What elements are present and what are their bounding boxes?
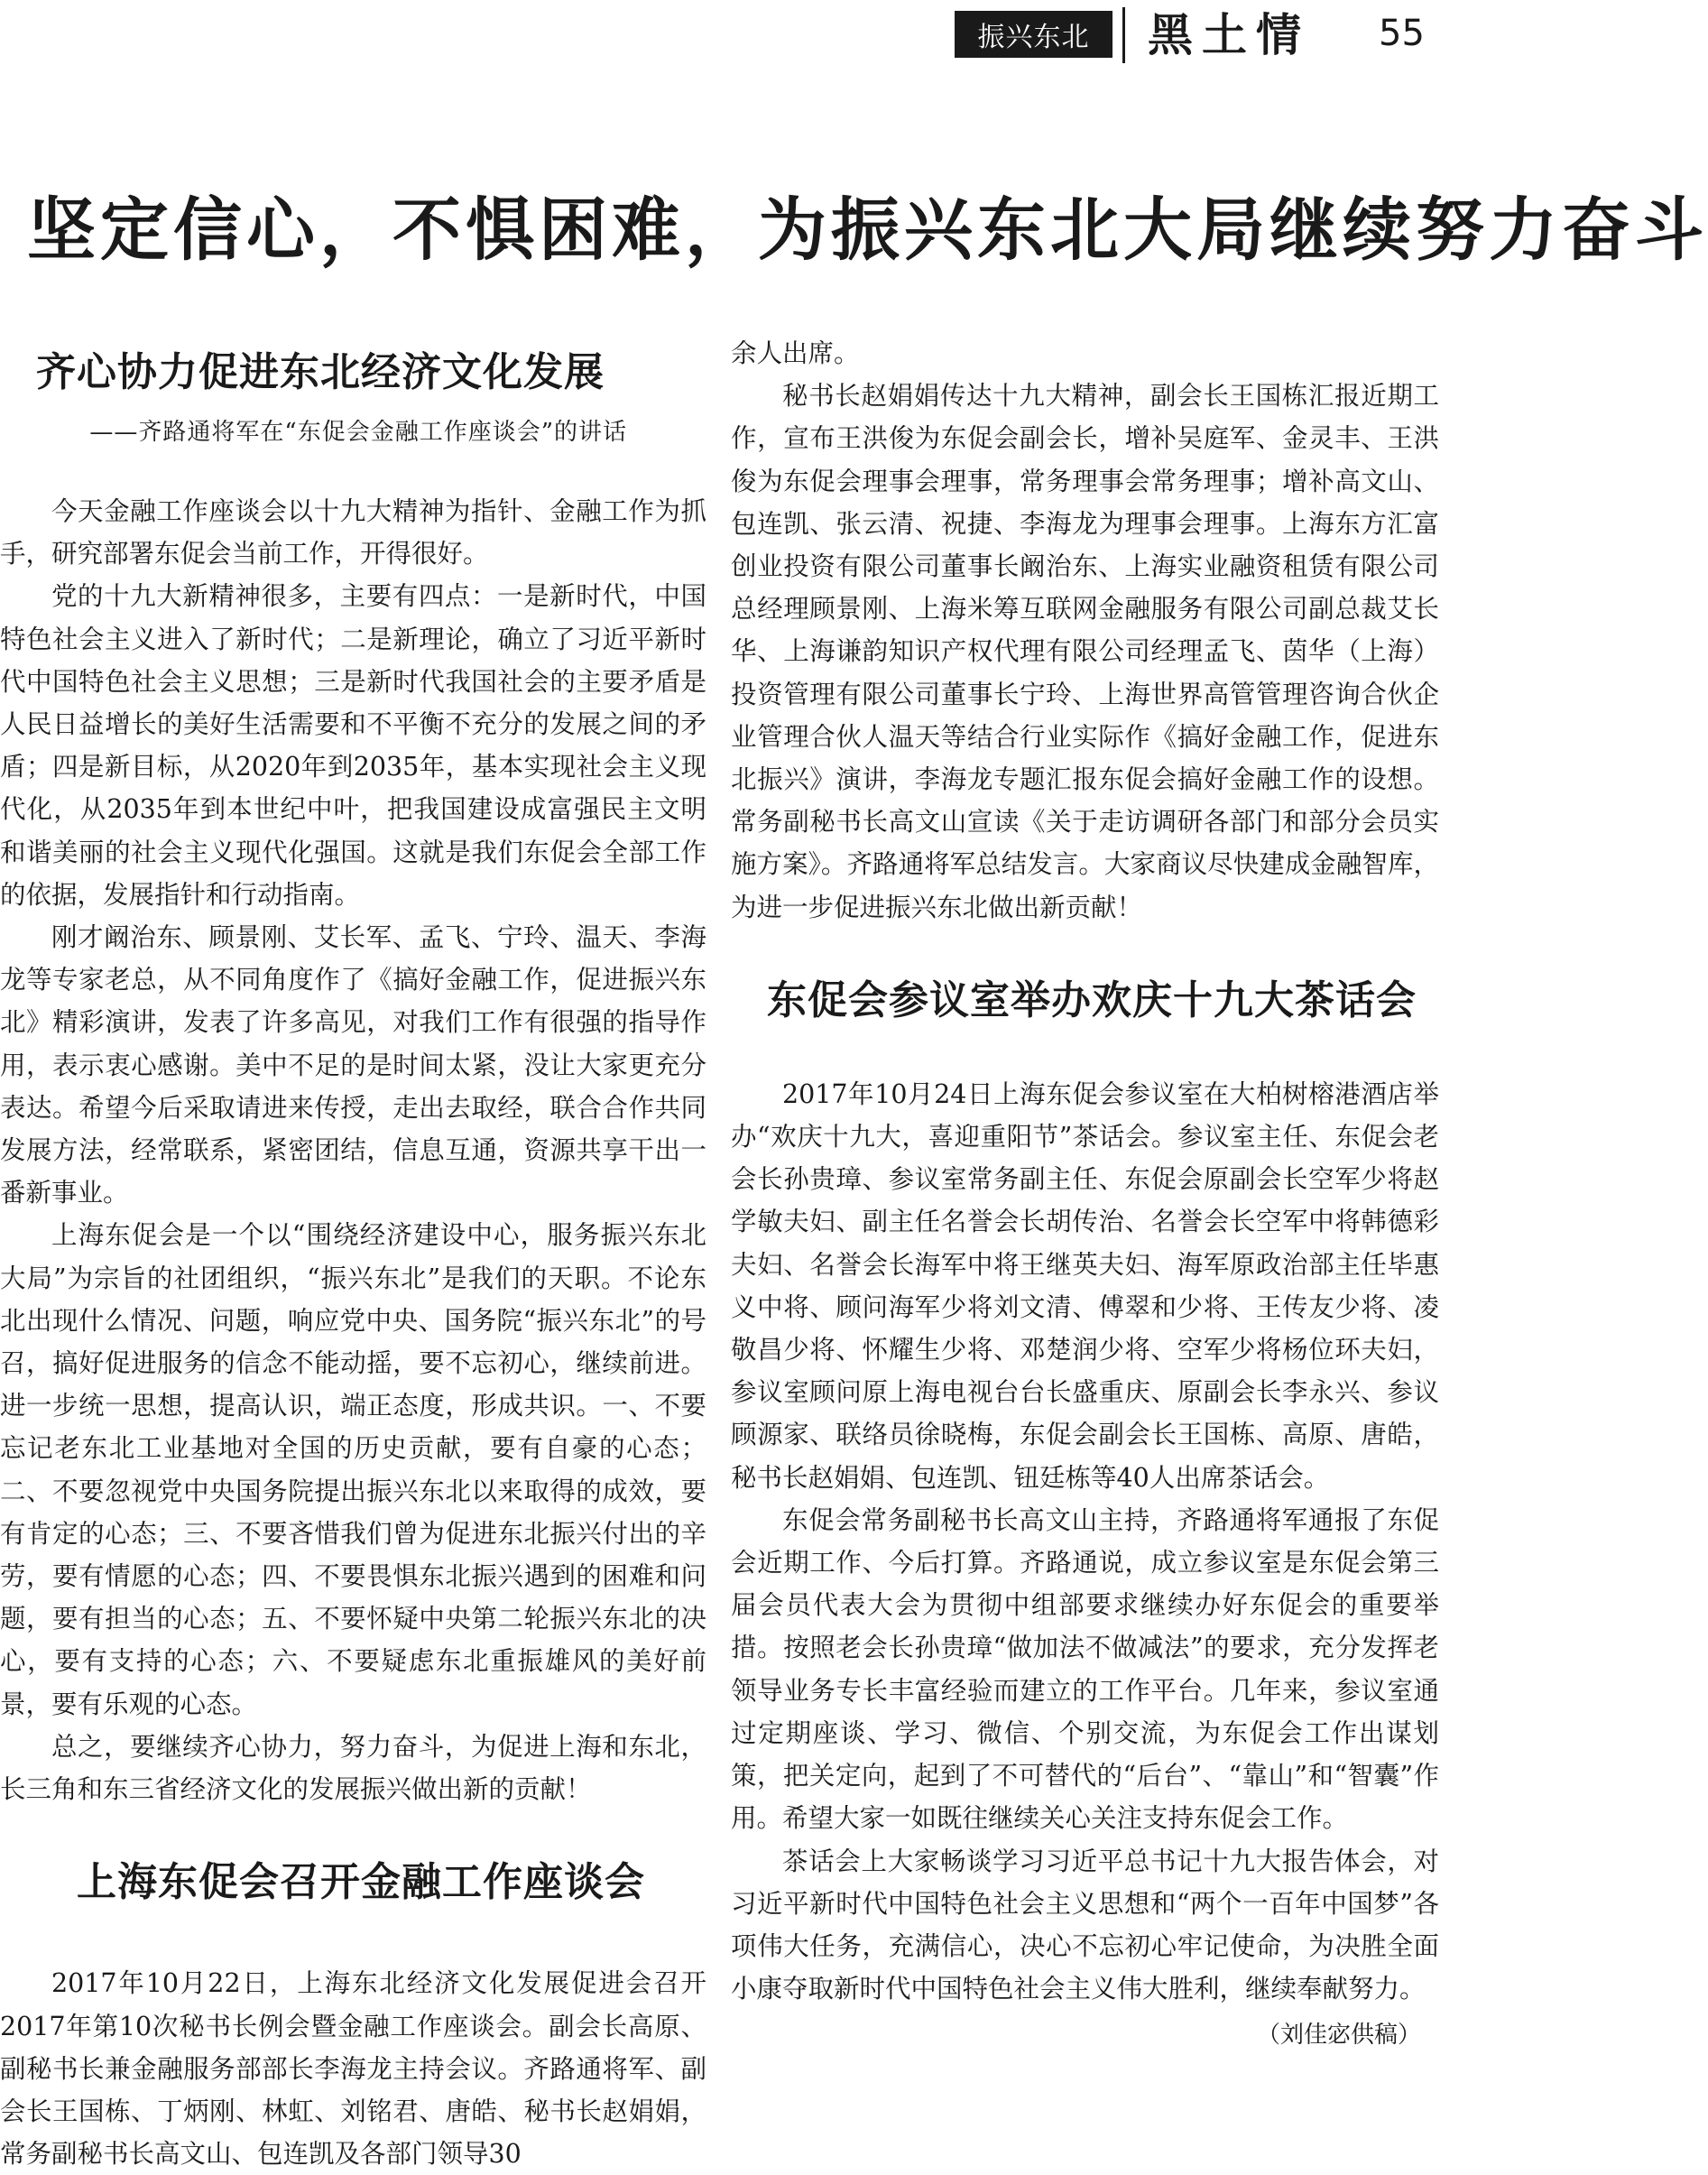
article-credit: （刘佳宓供稿）: [1256, 2022, 1421, 2050]
magazine-name: 黑土情: [1148, 8, 1310, 61]
article-title: 齐心协力促进东北经济文化发展: [36, 349, 605, 395]
article-tea-party: [731, 974, 1439, 2055]
paragraph: 2017年10月22日，上海东北经济文化发展促进会召开2017年第10次秘书长例会暨金融工作座谈会。副会长高原、副秘书长兼金融服务部部长李海龙主持会议。齐路通将军、副会长王国栋、丁炳刚、林虹、刘铭君、唐皓、秘书长赵娟娟，常务副秘书长高文山、包连凯及各部门领导30: [0, 1968, 706, 2170]
paragraph: 2017年10月24日上海东促会参议室在大柏树榕港酒店举办“欢庆十九大，喜迎重阳节”茶话会。参议室主任、东促会老会长孙贵璋、参议室常务副主任、东促会原副会长空军少将赵学敏夫妇、副主任名誉会长胡传治、名誉会长空军中将韩德彩夫妇、名誉会长海军中将王继英夫妇、海军原政治部主任毕惠义中将、顾问海军少将刘文清、傅翠和少将、王传友少将、凌敬昌少将、怀耀生少将、邓楚润少将、空军少将杨位环夫妇，参议室顾问原上海电视台台长盛重庆、原副会长李永兴、参议顾源家、联络员徐晓梅，东促会副会长王国栋、高原、唐皓，秘书长赵娟娟、包连凯、钮廷栋等40人出席茶话会。: [731, 1078, 1439, 1493]
article-meeting: [0, 1856, 706, 2175]
page-title: 坚定信心，不惧困难，为振兴东北大局继续努力奋斗: [27, 190, 1708, 270]
paragraph: 今天金融工作座谈会以十九大精神为指针、金融工作为抓手，研究部署东促会当前工作，开得很好。: [0, 496, 706, 569]
paragraph: 党的十九大新精神很多，主要有四点：一是新时代，中国特色社会主义进入了新时代；二是新理论，确立了习近平新时代中国特色社会主义思想；三是新时代我国社会的主要矛盾是人民日益增长的美好生活需要和不平衡不充分的发展之间的矛盾；四是新目标，从2020年到2035年，基本实现社会主义现代化，从2035年到本世纪中叶，把我国建设成富强民主文明和谐美丽的社会主义现代化强国。这就是我们东促会全部工作的依据，发展指针和行动指南。: [0, 581, 706, 910]
paragraph: 总之，要继续齐心协力，努力奋斗，为促进上海和东北，长三角和东三省经济文化的发展振兴做出新的贡献！: [0, 1731, 706, 1805]
article-title: 东促会参议室举办欢庆十九大茶话会: [767, 976, 1417, 1023]
right-column: [731, 332, 1439, 2055]
paragraph: 刚才阚治东、顾景刚、艾长军、孟飞、宁玲、温天、李海龙等专家老总，从不同角度作了《搞好金融工作，促进振兴东北》精彩演讲，发表了许多高见，对我们工作有很强的指导作用，表示衷心感谢。美中不足的是时间太紧，没让大家更充分表达。希望今后采取请进来传授，走出去取经，联合合作共同发展方法，经常联系，紧密团结，信息互通，资源共享干出一番新事业。: [0, 922, 706, 1208]
paragraph-continued: 余人出席。: [731, 338, 860, 368]
article-subtitle: ——齐路通将军在“东促会金融工作座谈会”的讲话: [89, 419, 627, 446]
paragraph: 茶话会上大家畅谈学习习近平总书记十九大报告体会，对习近平新时代中国特色社会主义思想和“两个一百年中国梦”各项伟大任务，充满信心，决心不忘初心牢记使命，为决胜全面小康夺取新时代中国特色社会主义伟大胜利，继续奉献努力。: [731, 1846, 1439, 2004]
header-divider: [1122, 7, 1125, 63]
paragraph: 秘书长赵娟娟传达十九大精神，副会长王国栋汇报近期工作，宣布王洪俊为东促会副会长，增补吴庭军、金灵丰、王洪俊为东促会理事会理事，常务理事会常务理事；增补高文山、包连凯、张云清、祝捷、李海龙为理事会理事。上海东方汇富创业投资有限公司董事长阚治东、上海实业融资租赁有限公司总经理顾景刚、上海米筹互联网金融服务有限公司副总裁艾长华、上海谦韵知识产权代理有限公司经理孟飞、茵华（上海）投资管理有限公司董事长宁玲、上海世界高管管理咨询合伙企业管理合伙人温天等结合行业实际作《搞好金融工作，促进东北振兴》演讲，李海龙专题汇报东促会搞好金融工作的设想。常务副秘书长高文山宣读《关于走访调研各部门和部分会员实施方案》。齐路通将军总结发言。大家商议尽快建成金融智库，为进一步促进振兴东北做出新贡献！: [731, 381, 1439, 922]
paragraph: 东促会常务副秘书长高文山主持，齐路通将军通报了东促会近期工作、今后打算。齐路通说，成立参议室是东促会第三届会员代表大会为贯彻中组部要求继续办好东促会的重要举措。按照老会长孙贵璋“做加法不做减法”的要求，充分发挥老领导业务专长丰富经验而建立的工作平台。几年来，参议室通过定期座谈、学习、微信、个别交流，为东促会工作出谋划策，把关定向，起到了不可替代的“后台”、“靠山”和“智囊”作用。希望大家一如既往继续关心关注支持东促会工作。: [731, 1504, 1439, 1834]
page-number: 55: [1379, 13, 1425, 54]
page-header: [0, 0, 1444, 72]
paragraph: 上海东促会是一个以“围绕经济建设中心，服务振兴东北大局”为宗旨的社团组织，“振兴东北”是我们的天职。不论东北出现什么情况、问题，响应党中央、国务院“振兴东北”的号召，搞好促进服务的信念不能动摇，要不忘初心，继续前进。进一步统一思想，提高认识，端正态度，形成共识。一、不要忘记老东北工业基地对全国的历史贡献，要有自豪的心态；二、不要忽视党中央国务院提出振兴东北以来取得的成效，要有肯定的心态；三、不要吝惜我们曾为促进东北振兴付出的辛劳，要有情愿的心态；四、不要畏惧东北振兴遇到的困难和问题，要有担当的心态；五、不要怀疑中央第二轮振兴东北的决心，要有支持的心态；六、不要疑虑东北重振雄风的美好前景，要有乐观的心态。: [0, 1220, 706, 1719]
left-column: [0, 320, 706, 2175]
article-speech: [0, 346, 706, 1810]
section-tag: 振兴东北: [955, 11, 1113, 58]
article-title: 上海东促会召开金融工作座谈会: [77, 1859, 645, 1906]
